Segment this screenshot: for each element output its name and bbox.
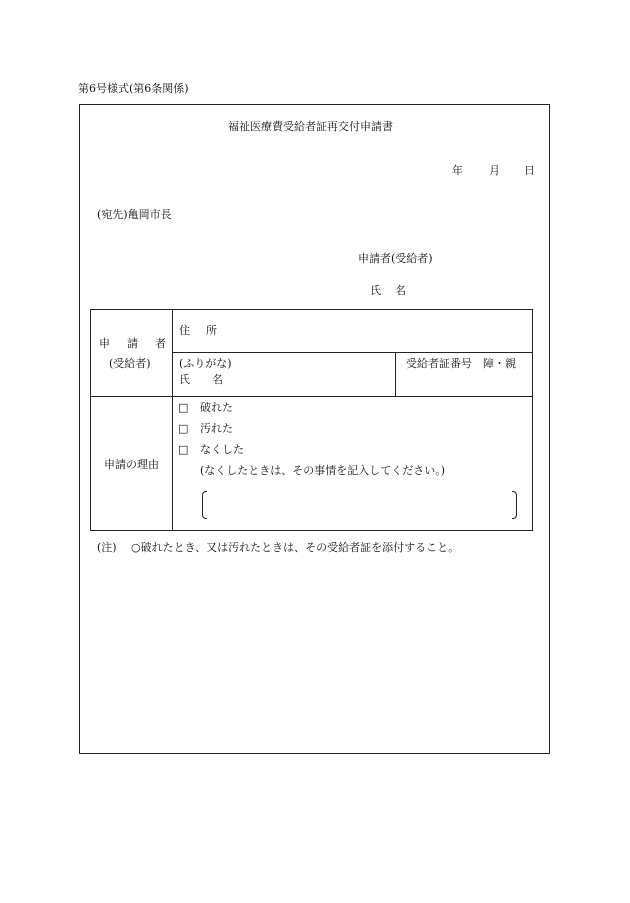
lost-reason-instruction: (なくしたときは、その事情を記入してください。) bbox=[200, 464, 446, 477]
date-year-label: 年 bbox=[452, 164, 463, 177]
reason-column-label: 申請の理由 bbox=[104, 458, 159, 471]
applicant-column-sublabel: (受給者) bbox=[109, 357, 151, 370]
form-number-label: 第6号様式(第6条関係) bbox=[78, 82, 189, 95]
reason-option-label: 破れた bbox=[200, 401, 233, 414]
footnote-text: ○破れたとき、又は汚れたときは、その受給者証を添付すること。 bbox=[131, 541, 460, 554]
date-day-label: 日 bbox=[524, 164, 535, 177]
checkbox-icon[interactable]: □ bbox=[178, 401, 189, 414]
date-month-label: 月 bbox=[489, 164, 500, 177]
reason-option-lost[interactable] bbox=[178, 444, 244, 455]
reason-option-label: なくした bbox=[200, 443, 244, 456]
address-field-label: 住所 bbox=[179, 324, 233, 337]
applicant-name-label: 氏名 bbox=[370, 284, 420, 297]
table-divider bbox=[91, 396, 532, 397]
applicant-heading: 申請者(受給者) bbox=[358, 252, 433, 265]
left-bracket bbox=[202, 491, 207, 519]
application-table bbox=[90, 309, 533, 531]
footnote-heading: (注) bbox=[97, 541, 117, 554]
addressee: (宛先)亀岡市長 bbox=[97, 208, 172, 221]
reason-option-label: 汚れた bbox=[200, 422, 233, 435]
furigana-field-label: (ふりがな) bbox=[179, 357, 232, 370]
applicant-column-label: 申請者 bbox=[99, 337, 183, 350]
table-divider bbox=[173, 352, 532, 353]
certificate-number-label: 受給者証番号 障・親 bbox=[406, 357, 516, 370]
name-field-label: 氏名 bbox=[179, 373, 245, 386]
checkbox-icon[interactable]: □ bbox=[178, 422, 189, 435]
document-title: 福祉医療費受給者証再交付申請書 bbox=[228, 120, 393, 133]
reason-option-torn[interactable] bbox=[178, 402, 233, 413]
right-bracket bbox=[512, 491, 517, 519]
reason-option-soiled[interactable] bbox=[178, 423, 233, 434]
checkbox-icon[interactable]: □ bbox=[178, 443, 189, 456]
table-divider bbox=[395, 352, 396, 396]
